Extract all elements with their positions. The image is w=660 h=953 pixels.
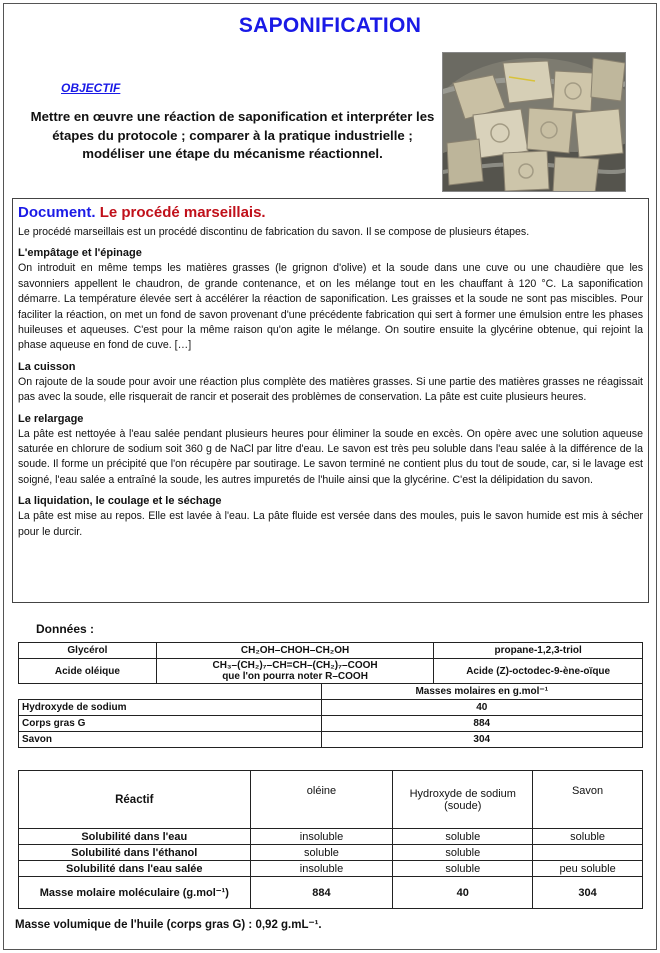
cell-soude: soluble: [393, 845, 533, 861]
document-title: [18, 204, 643, 221]
section-heading-liquidation: La liquidation, le coulage et le séchage: [18, 495, 222, 508]
section-text-cuisson: On rajoute de la soude pour avoir une réaction plus complète des matières grasses. Si une partie des matières grasses ne réagissait pas avec la soude, elle risquerait de rancir et poserait des problèmes de conservation. La pâte est cuite plusieurs heures.: [18, 375, 643, 404]
document-intro: Le procédé marseillais est un procédé discontinu de fabrication du savon. Il se compose de plusieurs étapes.: [18, 226, 530, 238]
section-text-relargage: La pâte est nettoyée à l'eau salée pendant plusieurs heures pour éliminer la soude en excès. On opère avec une solution aqueuse saturée en chlorure de sodium soit 360 g de NaCl par litre d'eau. Le savon est très peu soluble dans l'eau salée à la différence de la soude. Il forme un précipité que l'on récupère par soutirage. Le savon terminé ne contient plus du tout de soude, car, si le lavage est soigné, l'eau salée a entraîné la soude, les autres impuretés de l'huile ainsi que la glycérine. C'est la délipidation du savon.: [18, 427, 643, 486]
mm-value: 304: [321, 732, 642, 748]
header-reactif: Réactif: [19, 771, 251, 829]
table-row: [19, 643, 643, 659]
document-box: [12, 198, 649, 603]
acide-formula-cell: [156, 659, 434, 684]
glycerol-name: Glycérol: [19, 643, 157, 659]
masse-volumique-note: Masse volumique de l'huile (corps gras G) : 0,92 g.mL⁻¹.: [15, 919, 322, 931]
table-row: [19, 877, 643, 909]
row-label: Solubilité dans l'éthanol: [19, 845, 251, 861]
cell-soude: soluble: [393, 861, 533, 877]
section-text-liquidation: La pâte est mise au repos. Elle est lavée à l'eau. La pâte fluide est versée dans des moules, puis le savon humide est mis à sécher pour le durcir.: [18, 510, 643, 538]
table-header-row: [19, 771, 643, 829]
masses-header: Masses molaires en g.mol⁻¹: [321, 684, 642, 700]
acide-note: que l'on pourra noter R–COOH: [222, 671, 368, 682]
cell-oleine: soluble: [250, 845, 393, 861]
mm-name: Savon: [19, 732, 322, 748]
objectif-text: Mettre en œuvre une réaction de saponification et interpréter les étapes du protocole ; comparer à la pratique industrielle ; modéliser une étape du mécanisme réactionnel.: [30, 109, 435, 162]
table-row: [19, 716, 643, 732]
cell-savon: soluble: [533, 829, 643, 845]
section-heading-relargage: Le relargage: [18, 412, 84, 425]
mm-name: Hydroxyde de sodium: [19, 700, 322, 716]
cell-soude: soluble: [393, 829, 533, 845]
cell-oleine: insoluble: [250, 861, 393, 877]
objectif-label: OBJECTIF: [61, 81, 121, 95]
mm-name: Corps gras G: [19, 716, 322, 732]
section-heading-empatage: L'empâtage et l'épinage: [18, 247, 142, 260]
document-title-main: Le procédé marseillais.: [99, 204, 266, 221]
page-title: SAPONIFICATION: [238, 14, 422, 37]
cell-savon: peu soluble: [533, 861, 643, 877]
header-soude: Hydroxyde de sodium (soude): [393, 771, 533, 829]
glycerol-formula: CH₂OH–CHOH–CH₂OH: [156, 643, 434, 659]
table-row: [19, 845, 643, 861]
acide-iupac: Acide (Z)-octodec-9-ène-oïque: [434, 659, 643, 684]
donnees-label: Données :: [36, 622, 95, 636]
section-text-empatage: On introduit en même temps les matières grasses (le grignon d'olive) et la soude dans une cuve ou une chaudière que les savonniers appellent le chaudron, de grande contenance, et on les mélange tout en les chauffant à 120 °C. La saponification démarre. La température élevée sert à accélérer la réaction de saponification. Les graisses et la soude ne sont pas miscibles. Pour faciliter la réaction, on met un fond de savon provenant d'une précédente fabrication qui sert à former une émulsion entre les phases huileuses et aqueuses. C'est pour la même raison qu'on agite le mélange. On soutire ensuite la glycérine obtenue, qui rejoint la phase aqueuse en fond de cuve. […]: [18, 262, 643, 352]
mm-value: 884: [321, 716, 642, 732]
header-savon: Savon: [533, 771, 643, 829]
mm-value: 40: [321, 700, 642, 716]
soap-cubes-photo: [442, 52, 626, 192]
glycerol-iupac: propane-1,2,3-triol: [434, 643, 643, 659]
molecules-table: [18, 642, 643, 748]
table-row: [19, 732, 643, 748]
row-label: Solubilité dans l'eau salée: [19, 861, 251, 877]
solubility-table: [18, 770, 643, 909]
table-row: [19, 829, 643, 845]
cell-soude: 40: [393, 877, 533, 909]
cell-oleine: insoluble: [250, 829, 393, 845]
section-heading-cuisson: La cuisson: [18, 360, 76, 373]
cell-savon: 304: [533, 877, 643, 909]
table-row: [19, 659, 643, 684]
acide-name: Acide oléique: [19, 659, 157, 684]
table-row: [19, 861, 643, 877]
row-label: Solubilité dans l'eau: [19, 829, 251, 845]
cell-oleine: 884: [250, 877, 393, 909]
table-row: [19, 684, 643, 700]
acide-formula: CH₃–(CH₂)₇–CH=CH–(CH₂)₇–COOH: [212, 660, 378, 671]
table-row: [19, 700, 643, 716]
blank-cell: [19, 684, 322, 700]
row-label: Masse molaire moléculaire (g.mol⁻¹): [19, 877, 251, 909]
document-title-prefix: Document.: [18, 204, 96, 221]
header-oleine: oléine: [250, 771, 393, 829]
cell-savon: [533, 845, 643, 861]
